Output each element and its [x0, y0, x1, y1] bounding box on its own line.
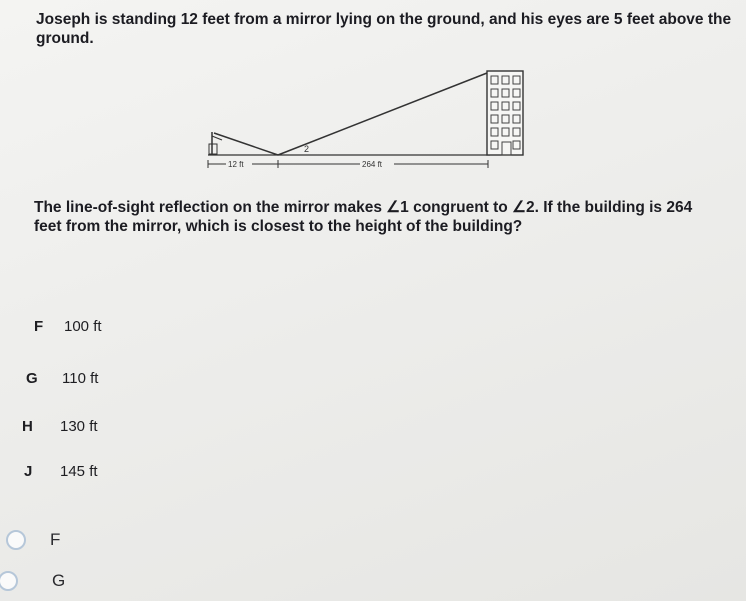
answer-option-f[interactable] — [6, 530, 60, 550]
mirror-diagram — [200, 66, 540, 178]
answer-option-g[interactable] — [0, 571, 65, 591]
choice-value: 110 ft — [62, 370, 99, 387]
choice-g — [26, 370, 98, 387]
distance-264ft-label: 264 ft — [362, 160, 383, 169]
answer-option-label: G — [52, 571, 66, 590]
question-intro: Joseph is standing 12 feet from a mirror lying on the ground, and his eyes are 5 feet above the ground. — [36, 11, 732, 47]
choice-h — [22, 418, 98, 435]
choice-letter: G — [26, 370, 38, 387]
choice-value: 130 ft — [60, 418, 98, 435]
answer-option-label: F — [50, 530, 61, 549]
choice-letter: J — [24, 463, 33, 480]
choice-j — [24, 463, 98, 480]
angle-2-label: 2 — [304, 144, 310, 154]
radio-button[interactable] — [6, 530, 26, 550]
building-figure — [487, 71, 523, 155]
sight-line-incoming — [214, 133, 278, 155]
question-prompt: The line-of-sight reflection on the mirror makes ∠1 congruent to ∠2. If the building is 264 feet from the mirror, which is closest to the height of the building? — [34, 199, 693, 235]
choice-value: 145 ft — [60, 463, 98, 480]
choice-letter: H — [22, 418, 33, 435]
choice-f — [34, 318, 102, 335]
choice-letter: F — [34, 318, 44, 335]
sight-line-reflected — [278, 73, 487, 155]
choice-value: 100 ft — [64, 318, 102, 335]
radio-button[interactable] — [0, 571, 18, 591]
distance-12ft-label: 12 ft — [228, 160, 244, 169]
dimension-264ft — [278, 158, 488, 170]
dimension-12ft — [208, 158, 278, 170]
